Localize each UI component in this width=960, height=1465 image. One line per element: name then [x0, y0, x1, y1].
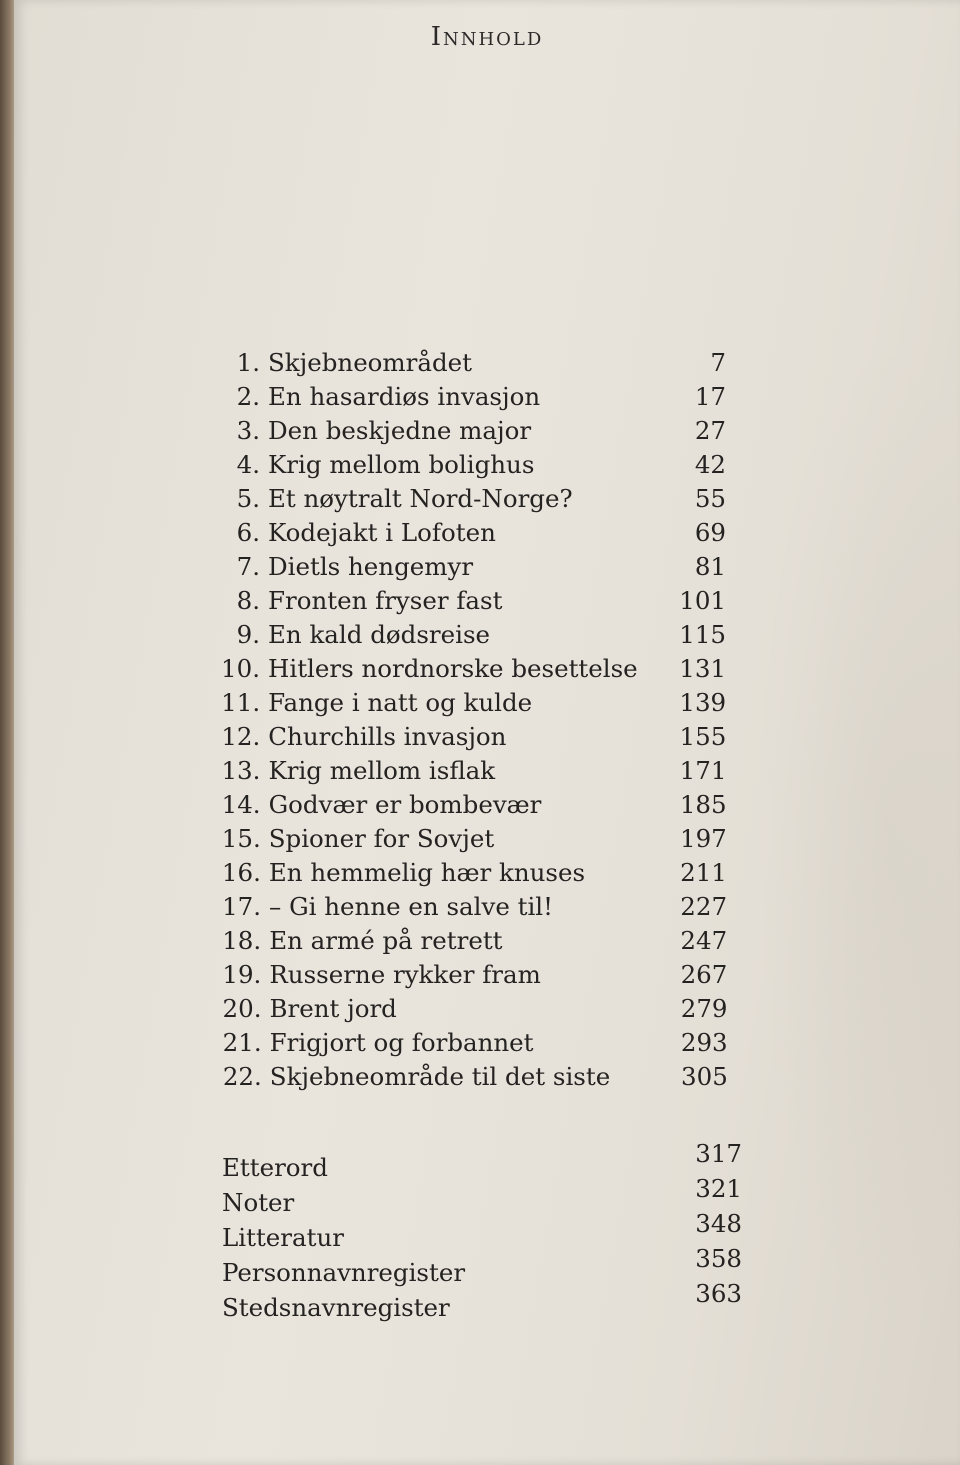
back-matter-entry	[222, 1209, 742, 1252]
table-of-contents	[206, 346, 726, 1094]
chapter-number: 13.	[221, 756, 261, 785]
chapter-title: Hitlers nordnorske besettelse	[268, 654, 638, 683]
chapter-number: 9.	[236, 620, 260, 649]
toc-entry	[206, 584, 726, 618]
chapter-number: 21.	[222, 1028, 262, 1057]
chapter-page-number: 131	[679, 654, 726, 683]
chapter-number: 16.	[221, 858, 261, 887]
chapter-number: 1.	[236, 348, 260, 377]
chapter-number: 18.	[222, 926, 262, 955]
back-matter-title: Etterord	[222, 1153, 328, 1182]
chapter-page-number: 267	[680, 960, 728, 989]
chapter-number: 2.	[236, 382, 260, 411]
chapter-page-number: 247	[680, 926, 728, 955]
chapter-number: 12.	[221, 722, 261, 751]
chapter-page-number: 279	[680, 994, 728, 1023]
toc-entry	[208, 1026, 728, 1060]
toc-entry	[207, 924, 727, 958]
book-page	[14, 0, 960, 1465]
chapter-title: Godvær er bombevær	[268, 790, 542, 819]
toc-entry	[206, 516, 726, 550]
chapter-title: Fronten fryser fast	[268, 586, 503, 615]
chapter-number: 7.	[236, 552, 260, 581]
chapter-page-number: 197	[679, 824, 727, 853]
chapter-title: Dietls hengemyr	[268, 552, 474, 581]
chapter-title: Russerne rykker fram	[269, 960, 541, 989]
chapter-title: Skjebneområde til det siste	[269, 1062, 611, 1091]
chapter-title: Kodejakt i Lofoten	[268, 518, 496, 547]
back-matter-list	[222, 1139, 742, 1322]
toc-entry	[206, 448, 726, 482]
chapter-title: En hasardiøs invasjon	[268, 382, 541, 411]
chapter-page-number: 69	[694, 518, 726, 547]
toc-entry	[207, 890, 727, 924]
chapter-title: En kald dødsreise	[268, 620, 491, 649]
chapter-page-number: 171	[679, 756, 727, 785]
chapter-page-number: 55	[694, 484, 726, 513]
back-matter-entry	[222, 1244, 742, 1287]
chapter-title: Et nøytralt Nord-Norge?	[268, 484, 573, 513]
toc-entry	[206, 380, 726, 414]
chapter-page-number: 42	[694, 450, 726, 479]
chapter-number: 15.	[221, 824, 261, 853]
chapter-number: 14.	[221, 790, 261, 819]
chapter-title: Den beskjedne major	[268, 416, 532, 445]
chapter-page-number: 155	[679, 722, 727, 751]
chapter-title: Fange i natt og kulde	[268, 688, 533, 717]
chapter-page-number: 185	[679, 790, 727, 819]
back-matter-page-number: 317	[695, 1139, 742, 1168]
back-matter-page-number: 363	[695, 1279, 742, 1308]
chapter-title: Frigjort og forbannet	[269, 1028, 534, 1057]
chapter-page-number: 81	[694, 552, 726, 581]
toc-entry	[206, 686, 726, 720]
chapter-title: En armé på retrett	[269, 926, 503, 955]
chapter-title: Spioner for Sovjet	[268, 824, 495, 853]
chapter-page-number: 293	[680, 1028, 728, 1057]
chapter-number: 22.	[222, 1062, 262, 1091]
chapter-title: Churchills invasjon	[268, 722, 507, 751]
chapter-title: Krig mellom bolighus	[268, 450, 535, 479]
chapter-page-number: 211	[680, 858, 727, 887]
back-matter-entry	[222, 1174, 742, 1217]
chapter-number: 19.	[222, 960, 262, 989]
back-matter-title: Noter	[222, 1188, 295, 1217]
chapter-page-number: 7	[710, 348, 726, 377]
chapter-page-number: 101	[679, 586, 726, 615]
toc-entry	[207, 822, 727, 856]
chapter-title: En hemmelig hær knuses	[268, 858, 586, 887]
chapter-title: Skjebneområdet	[268, 348, 473, 377]
chapter-title: Krig mellom isflak	[268, 756, 496, 785]
chapter-page-number: 115	[679, 620, 726, 649]
back-matter-title: Personnavnregister	[222, 1258, 466, 1287]
chapter-page-number: 27	[694, 416, 726, 445]
toc-entry	[206, 618, 726, 652]
chapter-number: 8.	[236, 586, 260, 615]
chapter-number: 3.	[236, 416, 260, 445]
back-matter-title: Litteratur	[222, 1223, 344, 1252]
chapter-number: 6.	[236, 518, 260, 547]
back-matter-page-number: 348	[695, 1209, 742, 1238]
chapter-number: 10.	[221, 654, 260, 683]
chapter-number: 17.	[222, 892, 262, 921]
page-bleed-through	[754, 330, 960, 1330]
toc-entry	[206, 482, 726, 516]
chapter-number: 20.	[222, 994, 262, 1023]
toc-entry	[206, 550, 726, 584]
chapter-title: Brent jord	[269, 994, 397, 1023]
page-title: Innhold	[430, 22, 544, 52]
chapter-page-number: 139	[679, 688, 727, 717]
chapter-number: 11.	[221, 688, 261, 717]
chapter-number: 5.	[236, 484, 260, 513]
toc-entry	[207, 856, 727, 890]
toc-entry	[208, 1060, 728, 1094]
toc-entry	[206, 414, 726, 448]
toc-entry	[208, 992, 728, 1026]
chapter-page-number: 305	[681, 1062, 728, 1091]
toc-entry	[207, 788, 727, 822]
chapter-number: 4.	[236, 450, 260, 479]
back-matter-entry	[222, 1139, 742, 1182]
toc-entry	[206, 346, 726, 380]
back-matter-page-number: 321	[695, 1174, 742, 1203]
back-matter-title: Stedsnavnregister	[222, 1293, 450, 1322]
toc-entry	[206, 754, 726, 788]
toc-entry	[207, 958, 727, 992]
toc-entry	[206, 720, 726, 754]
back-matter-page-number: 358	[695, 1244, 742, 1273]
chapter-page-number: 227	[680, 892, 728, 921]
chapter-page-number: 17	[694, 382, 726, 411]
toc-entry	[206, 652, 726, 686]
back-matter-entry	[222, 1279, 742, 1322]
chapter-title: – Gi henne en salve til!	[269, 892, 553, 921]
